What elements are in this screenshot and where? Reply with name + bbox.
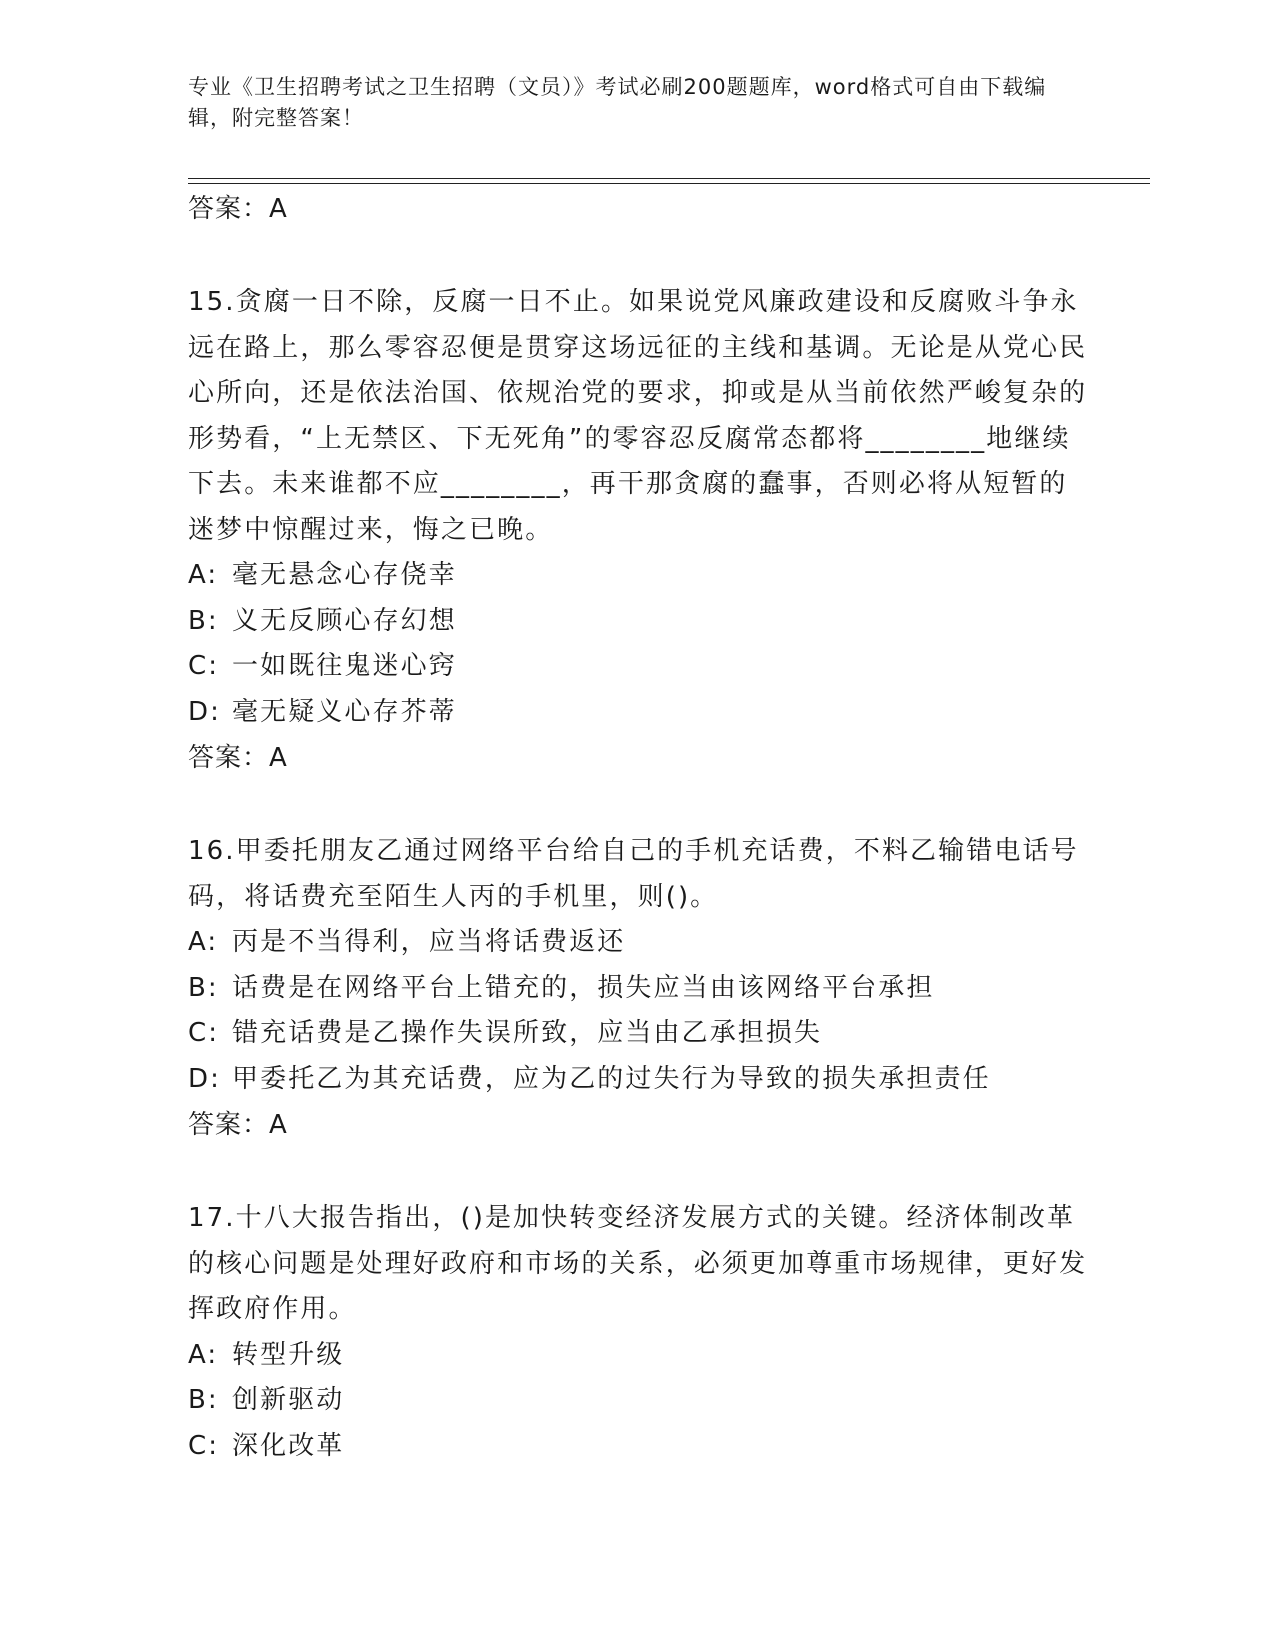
- option-text: 一如既往鬼迷心窍: [232, 651, 457, 681]
- option-label: D:: [188, 696, 221, 727]
- option-label: B:: [188, 972, 219, 1003]
- option-b: [188, 599, 1088, 645]
- option-text: 深化改革: [232, 1430, 345, 1461]
- option-c: [188, 644, 1088, 690]
- question-17: [188, 1196, 1088, 1469]
- option-label: A:: [188, 560, 219, 590]
- question-body: 贪腐一日不除，反腐一日不止。如果说党风廉政建设和反腐败斗争永远在路上，那么零容忍便是贯穿这场远征的主线和基调。无论是从党心民心所向，还是依法治国、依规治党的要求，抑或是从当前依然严峻复杂的形势看，“上无禁区、下无死角”的零容忍反腐常态都将________地继续下去。未来谁都不应________，再干那贪腐的蠢事，否则必将从短暂的迷梦中惊醒过来，悔之已晚。: [188, 287, 1088, 545]
- question-text: [188, 280, 1088, 553]
- option-text: 毫无悬念心存侥幸: [232, 560, 457, 590]
- option-d: [188, 690, 1088, 736]
- option-d: [188, 1057, 1088, 1103]
- question-text: [188, 1196, 1088, 1333]
- option-b: [188, 1378, 1088, 1424]
- option-text: 创新驱动: [232, 1385, 345, 1415]
- document-header: 专业《卫生招聘考试之卫生招聘（文员）》考试必刷200题题库，word格式可自由下载编辑，附完整答案！: [188, 75, 1047, 130]
- option-label: A:: [188, 1339, 219, 1370]
- option-text: 转型升级: [232, 1339, 345, 1370]
- option-text: 话费是在网络平台上错充的，损失应当由该网络平台承担: [232, 972, 935, 1003]
- option-label: C:: [188, 1018, 220, 1048]
- option-b: [188, 966, 1088, 1012]
- option-label: A:: [188, 927, 219, 957]
- option-label: B:: [188, 1385, 219, 1415]
- question-15: [188, 280, 1088, 781]
- option-label: C:: [188, 1430, 220, 1461]
- question-number: 15.: [188, 287, 236, 317]
- option-c: [188, 1424, 1088, 1470]
- option-a: [188, 553, 1088, 599]
- answer-line: 答案：A: [188, 194, 288, 224]
- question-body: 甲委托朋友乙通过网络平台给自己的手机充话费，不料乙输错电话号码，将话费充至陌生人丙的手机里，则()。: [188, 836, 1079, 912]
- header-divider-top: [188, 178, 1150, 179]
- option-a: [188, 1333, 1088, 1379]
- option-text: 毫无疑义心存芥蒂: [232, 696, 457, 727]
- answer-line: 答案：A: [188, 743, 288, 773]
- option-text: 甲委托乙为其充话费，应为乙的过失行为导致的损失承担责任: [232, 1063, 991, 1094]
- question-list: [188, 186, 1088, 1469]
- question-number: 16.: [188, 836, 236, 866]
- question-body: 十八大报告指出，()是加快转变经济发展方式的关键。经济体制改革的核心问题是处理好政府和市场的关系，必须更加尊重市场规律，更好发挥政府作用。: [188, 1203, 1088, 1324]
- option-label: B:: [188, 605, 219, 636]
- option-label: C:: [188, 651, 220, 681]
- option-a: [188, 920, 1088, 966]
- answer-line: 答案：A: [188, 1110, 288, 1140]
- option-text: 错充话费是乙操作失误所致，应当由乙承担损失: [232, 1018, 823, 1048]
- question-16: [188, 829, 1088, 1148]
- question-text: [188, 829, 1088, 920]
- question-number: 17.: [188, 1203, 236, 1233]
- option-c: [188, 1011, 1088, 1057]
- option-label: D:: [188, 1063, 221, 1094]
- option-text: 义无反顾心存幻想: [232, 605, 457, 636]
- option-text: 丙是不当得利，应当将话费返还: [232, 927, 626, 957]
- header-divider-bottom: [188, 183, 1150, 184]
